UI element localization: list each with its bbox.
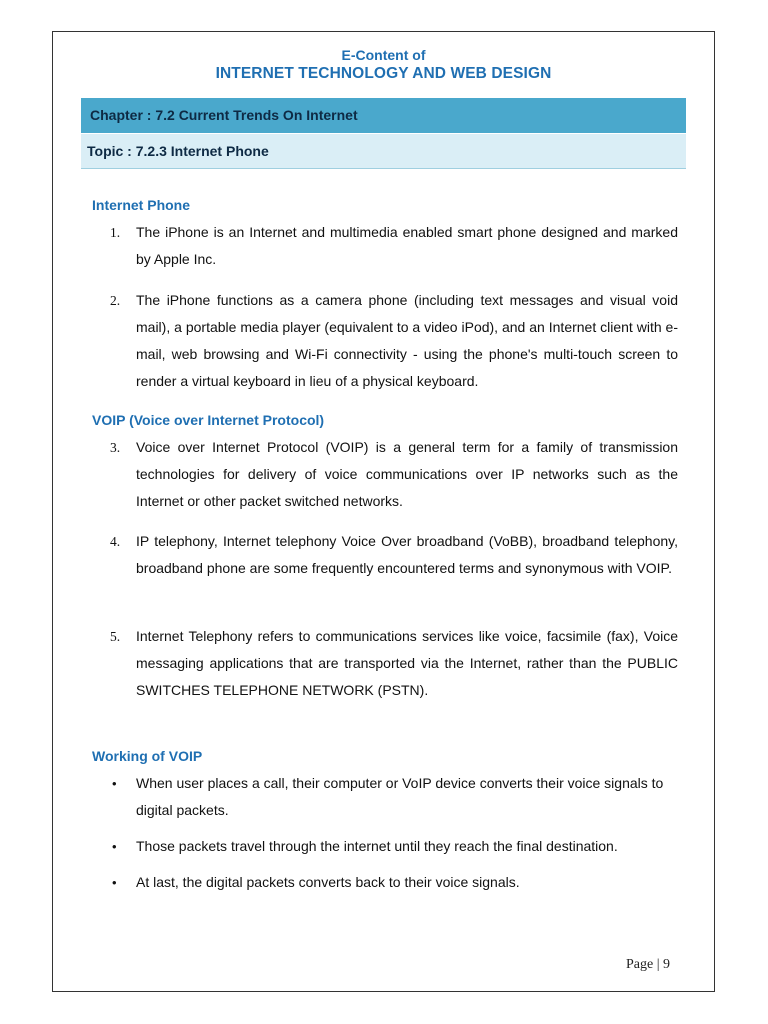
bullet-text: At last, the digital packets converts back to their voice signals. xyxy=(136,874,520,890)
list-item-text: The iPhone functions as a camera phone (including text messages and visual void mail), a portable media player (equivalent to a video iPod), and an Internet client with e-mail, web browsing and Wi-Fi connectivity - using the phone's multi-touch screen to render a virtual keyboard in lieu of a physical keyboard. xyxy=(136,292,678,389)
document-subtitle: E-Content of xyxy=(341,47,426,63)
bullet-item xyxy=(112,770,672,824)
bullet-text: When user places a call, their computer or VoIP device converts their voice signals to digital packets. xyxy=(136,775,664,818)
section-heading-internet-phone: Internet Phone xyxy=(92,197,191,213)
section-heading-working-of-voip: Working of VOIP xyxy=(92,748,203,764)
list-item-number: 3. xyxy=(110,440,121,455)
list-item-text: IP telephony, Internet telephony Voice Over broadband (VoBB), broadband telephony, broadband phone are some frequently encountered terms and synonymous with VOIP. xyxy=(136,533,678,576)
section-heading-voip: VOIP (Voice over Internet Protocol) xyxy=(92,412,325,428)
list-item-text: The iPhone is an Internet and multimedia enabled smart phone designed and marked by Apple Inc. xyxy=(136,224,678,267)
bullet-dot: • xyxy=(112,839,117,854)
bullet-dot: • xyxy=(112,875,117,890)
list-item-text: Internet Telephony refers to communications services like voice, facsimile (fax), Voice messaging applications that are transported via the Internet, rather than the PUBLIC SWITCHES TELEPHONE NETWORK (PSTN). xyxy=(136,628,678,698)
list-item-number: 2. xyxy=(110,293,121,308)
bullet-item xyxy=(112,833,672,860)
topic-banner: Topic : 7.2.3 Internet Phone xyxy=(81,134,686,169)
list-item-number: 4. xyxy=(110,534,121,549)
bullet-dot: • xyxy=(112,776,117,791)
list-item xyxy=(110,528,678,582)
chapter-banner: Chapter : 7.2 Current Trends On Internet xyxy=(81,98,686,133)
list-item xyxy=(110,287,678,395)
list-item xyxy=(110,219,678,273)
page-number: Page | 9 xyxy=(626,957,671,972)
list-item xyxy=(110,434,678,515)
bullet-item xyxy=(112,869,672,896)
list-item-number: 1. xyxy=(110,225,121,240)
list-item-text: Voice over Internet Protocol (VOIP) is a general term for a family of transmission technologies for delivery of voice communications over IP networks such as the Internet or other packet switched networks. xyxy=(136,439,678,509)
document-title: INTERNET TECHNOLOGY AND WEB DESIGN xyxy=(215,65,552,82)
list-item-number: 5. xyxy=(110,629,121,644)
list-item xyxy=(110,623,678,704)
bullet-text: Those packets travel through the internet until they reach the final destination. xyxy=(136,838,618,854)
